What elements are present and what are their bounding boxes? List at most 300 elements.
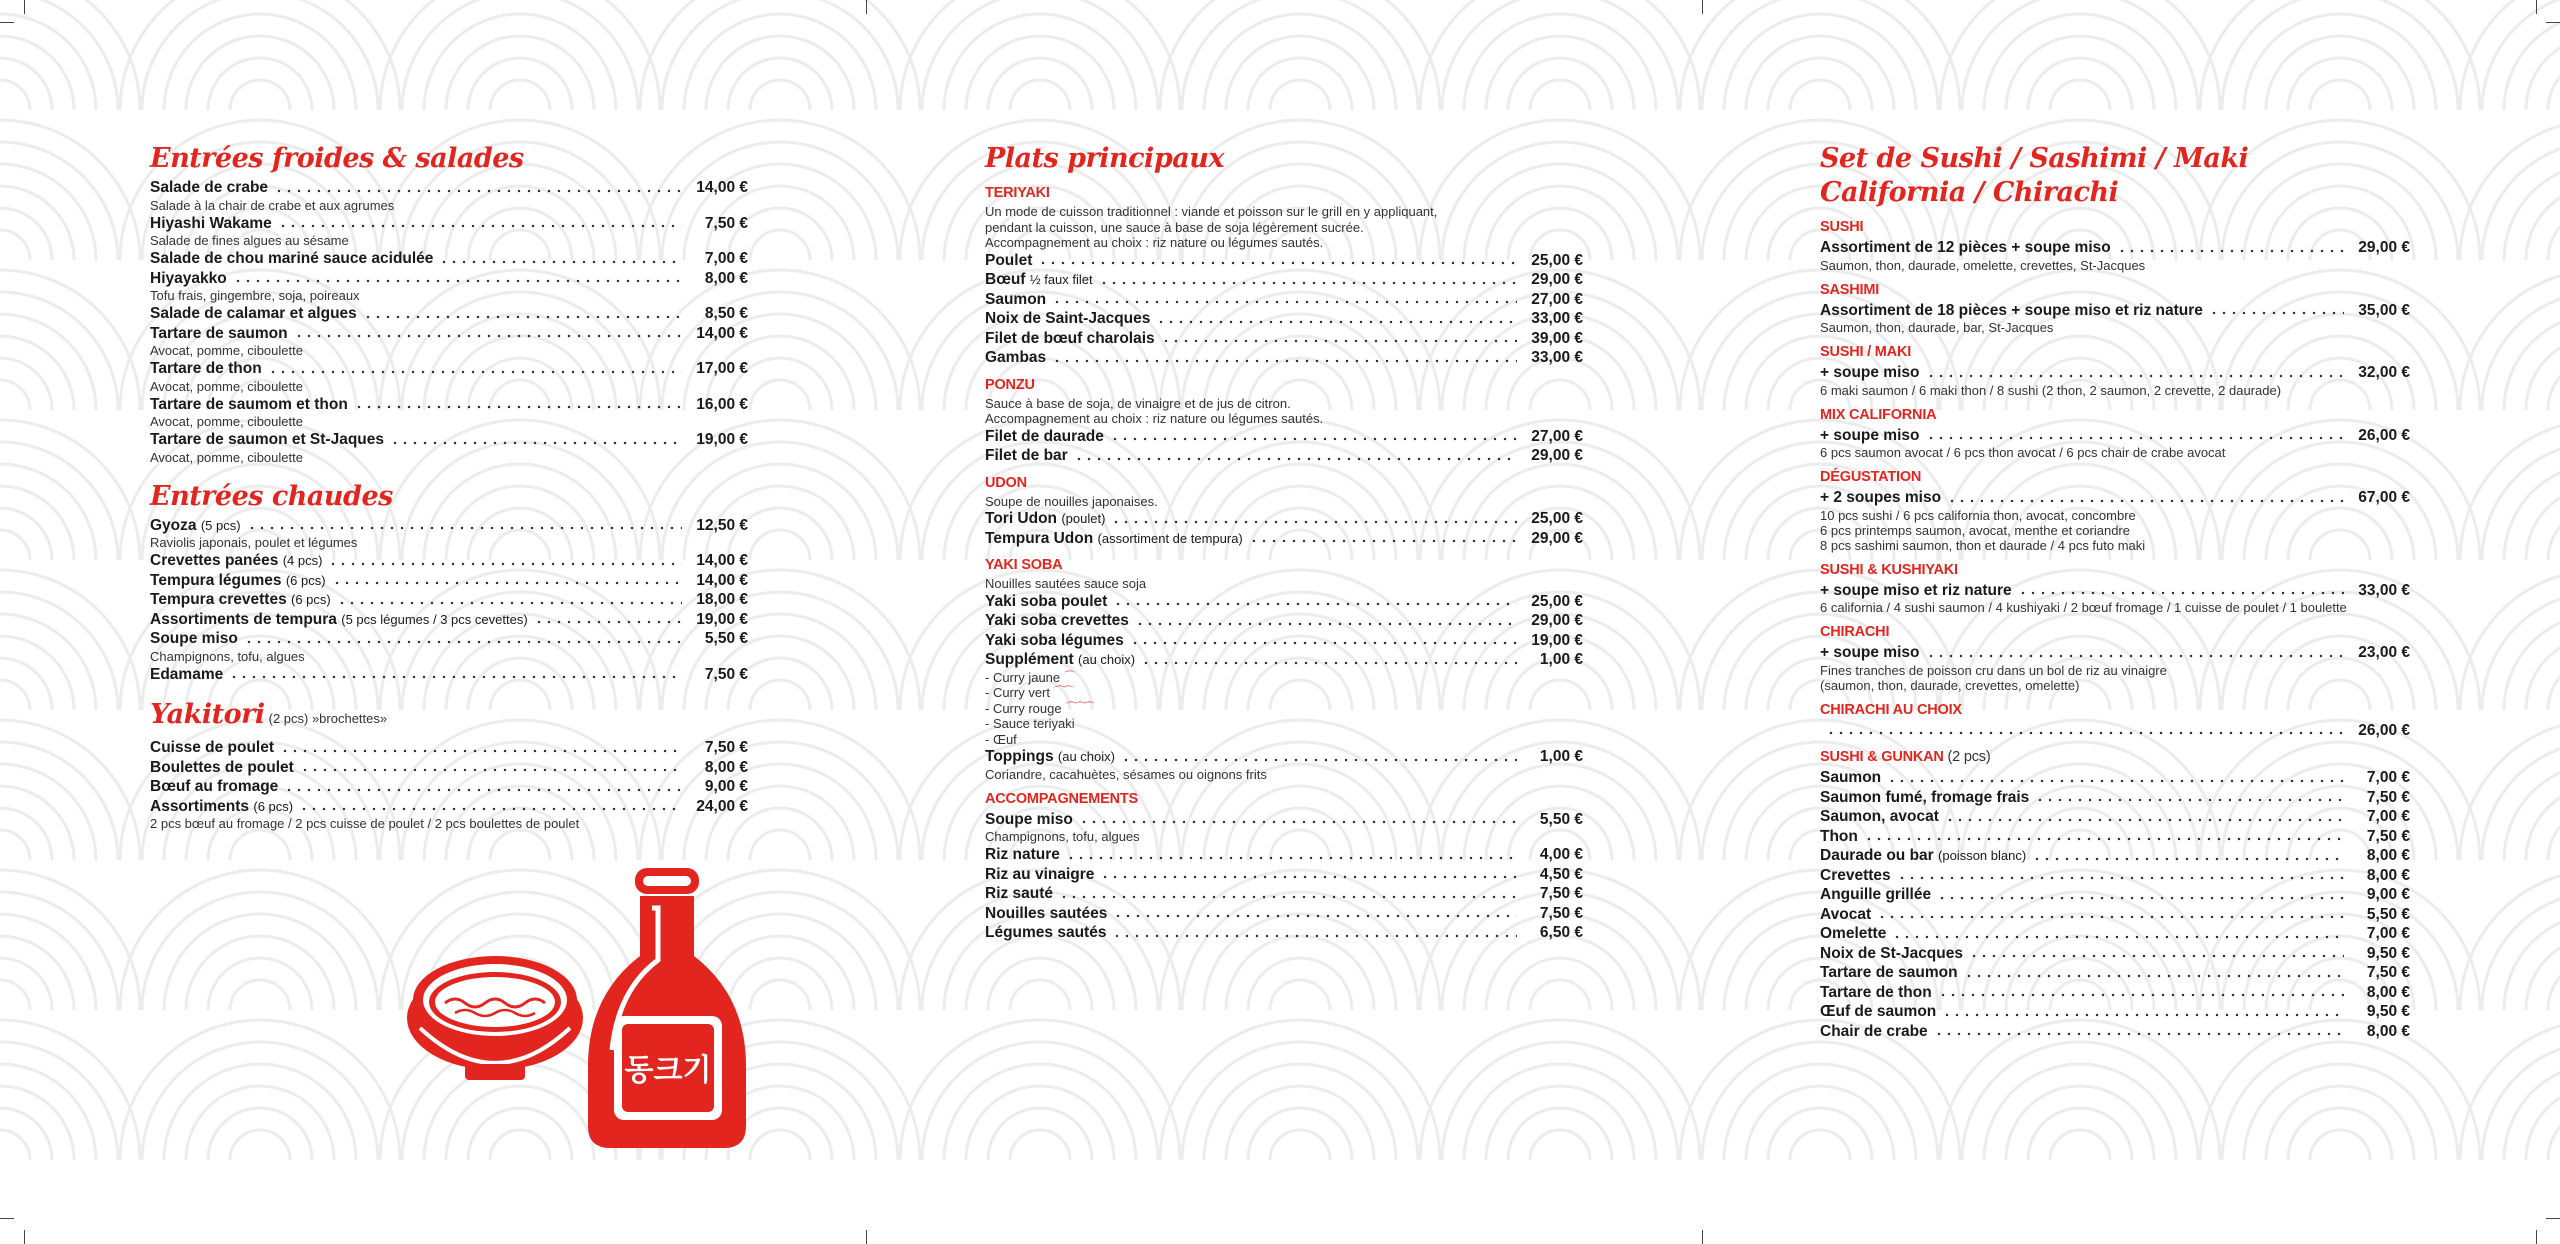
item-price: 33,00 € [2358,581,2410,599]
item-price: 7,00 € [2366,769,2410,786]
option-label: - Œuf [985,731,1017,747]
dot-leader [2032,857,2344,861]
section-title [985,142,1583,176]
item-name [985,509,1105,529]
item-price: 9,50 € [2366,944,2410,962]
item-name-text: Assortiments de tempura [150,610,337,628]
item-name [985,845,1060,865]
crop-mark [0,1218,14,1219]
item-name [1820,983,1932,1003]
dot-leader [328,562,682,566]
item-name [1820,924,1886,944]
menu-item [985,509,1583,529]
item-name-text: + soupe miso [1820,644,1920,661]
dot-leader [1942,1013,2344,1017]
dot-leader [1926,654,2345,658]
item-name-text: + soupe miso [1820,426,1920,444]
item-name [150,178,268,198]
dot-leader [1926,374,2345,378]
sub-section-title-text: SUSHI / MAKI [1820,344,1912,360]
crop-mark [866,0,867,14]
item-name-text: Saumon [1820,769,1882,786]
item-price: 33,00 € [1531,310,1583,327]
item-name-text: Légumes sautés [985,924,1107,941]
item-name [1820,1022,1928,1042]
item-name [985,650,1135,670]
dot-leader [354,405,682,409]
item-price: 25,00 € [1531,251,1583,269]
crop-mark [1702,0,1703,14]
menu-item [150,324,748,344]
item-note: (au choix) [1078,652,1136,667]
menu-item [150,665,748,685]
crop-mark [2536,0,2537,14]
menu-item [985,529,1583,549]
menu-item [1820,581,2410,601]
item-name-text: Œuf de saumon [1820,1003,1937,1020]
item-name-text: Salade de calamar et algues [150,305,357,322]
sub-section-intro: Soupe de nouilles japonaises. [985,493,1158,509]
menu-column-left [150,142,748,832]
dot-leader [229,675,682,679]
item-price: 24,00 € [696,797,748,815]
item-name-text: Noix de Saint-Jacques [985,310,1151,327]
menu-item [1820,963,2410,983]
item-note: ½ faux filet [1029,272,1093,287]
item-price: 14,00 € [696,571,748,589]
item-name [150,359,262,379]
dot-leader [1897,876,2344,880]
menu-item [1820,846,2410,866]
menu-column-right [1820,142,2410,1041]
dot-leader [1110,437,1517,441]
dot-leader [2117,249,2344,253]
menu-item [985,923,1583,943]
item-price: 29,00 € [1531,271,1583,288]
spacer [150,684,748,698]
menu-item [985,290,1583,310]
item-note: (au choix) [1057,749,1115,764]
item-name-text: Edamame [150,665,224,683]
sub-section-title [1820,406,2410,424]
item-name [985,904,1107,924]
menu-item [150,738,748,758]
item-name-text: Bœuf au fromage [150,778,279,795]
item-price: 7,00 € [704,250,748,267]
item-name [985,611,1129,631]
section-title-text: Entrées chaudes [150,480,393,512]
item-price: 7,00 € [2366,925,2410,942]
dot-leader [1969,954,2344,958]
item-price: 32,00 € [2358,364,2410,381]
item-name-text: Bœuf [985,271,1026,288]
item-name [150,395,348,415]
menu-item [150,590,748,610]
item-name-text: Filet de bœuf charolais [985,329,1155,347]
item-description: Avocat, pomme, ciboulette [150,343,303,358]
item-price: 4,00 € [1539,846,1583,863]
item-name-text: Tempura Udon [985,529,1094,547]
menu-item [150,178,748,198]
dot-leader [337,601,682,605]
item-name-text: Soupe miso [985,810,1073,828]
dot-leader [300,768,682,772]
menu-item [1820,788,2410,808]
item-price: 14,00 € [696,552,748,569]
item-price: 1,00 € [1539,651,1583,668]
item-description: Champignons, tofu, algues [985,829,1140,844]
item-price: 19,00 € [1531,631,1583,649]
menu-item [150,610,748,630]
section-title [150,480,748,514]
dot-leader [2209,311,2344,315]
menu-item [150,430,748,450]
dot-leader [2035,798,2344,802]
item-name-text: Hiyayakko [150,269,227,287]
item-name [1820,944,1963,964]
dot-leader [1864,837,2344,841]
item-name [985,810,1073,830]
supplement-option [985,732,1583,748]
dot-leader [439,260,682,264]
menu-item [985,747,1583,767]
crop-mark [2546,1218,2560,1219]
item-description: Tofu frais, gingembre, soja, poireaux [150,288,360,303]
item-name [150,797,293,817]
item-description: Saumon, thon, daurade, bar, St-Jacques [1820,320,2054,335]
item-name-text: Nouilles sautées [985,904,1108,922]
item-name-text: Tempura légumes [150,571,282,589]
menu-item [1820,1022,2410,1042]
item-description: 6 maki saumon / 6 maki thon / 8 sushi (2 thon, 2 saumon, 2 crevette, 2 daurade) [1820,382,2282,398]
item-name [1820,1002,1936,1022]
item-name [1820,363,1920,383]
dot-leader [1826,731,2344,735]
option-label: - Curry jaune [985,669,1061,685]
item-name [985,251,1032,271]
item-price: 35,00 € [2358,301,2410,319]
supplement-option [985,701,1583,717]
menu-item [985,329,1583,349]
item-price: 8,50 € [704,305,748,322]
item-name-text: Yaki soba légumes [985,631,1124,649]
item-price: 4,50 € [1539,865,1583,883]
dot-leader [1121,758,1517,762]
item-name [150,629,238,649]
item-name-text: Soupe miso [150,630,238,647]
section-title [150,698,748,736]
item-price: 33,00 € [1531,349,1583,366]
item-name [985,329,1155,349]
item-price: 9,00 € [704,778,748,795]
section-title-text: Yakitori [150,699,265,730]
item-note: (6 pcs) [291,592,331,607]
sub-section-title-text: PONZU [985,376,1035,393]
item-name [150,738,274,758]
item-price: 7,50 € [704,665,748,683]
dot-leader [1038,261,1517,265]
item-price: 27,00 € [1531,427,1583,445]
item-name [150,214,272,234]
item-price: 8,00 € [2366,866,2410,884]
item-price: 7,50 € [704,214,748,232]
item-name [150,324,288,344]
item-name-text: + soupe miso [1820,364,1920,381]
item-name-text: Yaki soba poulet [985,592,1108,610]
menu-item [985,592,1583,612]
menu-item [1820,363,2410,383]
dot-leader [1934,1032,2344,1036]
dot-leader [280,749,682,753]
item-note: (poisson blanc) [1938,848,2027,863]
item-name [985,427,1104,447]
item-description: Avocat, pomme, ciboulette [150,449,303,465]
sub-section-title-text: SUSHI & GUNKAN [1820,749,1944,765]
sub-section-intro: Un mode de cuisson traditionnel : viande et poisson sur le grill en y appliquant, pendant la cuisson, une sauce à base de soja légèrement sucrée. Accompagnement au choix : riz nature ou légumes sautés. [985,204,1438,250]
sub-section-intro: Nouilles sautées sauce soja [985,576,1147,591]
dot-leader [1161,339,1517,343]
item-description: Avocat, pomme, ciboulette [150,414,303,429]
item-name [985,631,1124,651]
item-name [985,270,1093,290]
item-name-text: Tartare de saumon [1820,964,1958,981]
item-price: 7,50 € [1539,885,1583,902]
sub-section-title [1820,561,2410,579]
item-name [1820,807,1939,827]
supplement-option [985,716,1583,732]
bowl-icon [407,956,583,1080]
item-price: 7,50 € [2366,788,2410,806]
menu-item [1820,1002,2410,1022]
dot-leader [1052,359,1517,363]
item-name-text: Tartare de thon [1820,983,1932,1001]
supplement-option [985,670,1583,686]
item-name [150,758,294,778]
item-price: 19,00 € [696,431,748,448]
item-name-text: Daurade ou bar [1820,847,1934,864]
dot-leader [244,640,682,644]
item-note: (assortiment de tempura) [1097,530,1243,546]
menu-item [1820,924,2410,944]
dot-leader [247,526,682,530]
item-name-text: Assortiments [150,797,250,815]
sub-section-title [1820,218,2410,236]
dot-leader [1113,914,1517,918]
dot-leader [363,315,682,319]
item-price: 5,50 € [2366,905,2410,923]
sub-section-title [1820,343,2410,361]
item-price: 25,00 € [1531,592,1583,610]
item-name [985,865,1094,885]
item-description: Salade à la chair de crabe et aux agrumes [150,197,395,213]
item-name [150,269,227,289]
item-name-text: + soupe miso et riz nature [1820,581,2012,599]
menu-item [150,359,748,379]
dot-leader [1156,320,1517,324]
item-price: 29,00 € [1531,447,1583,464]
item-price: 7,00 € [2366,808,2410,825]
item-price: 18,00 € [696,591,748,608]
menu-item [1820,643,2410,663]
item-price: 16,00 € [696,395,748,413]
item-name-text: Anguille grillée [1820,886,1932,903]
item-name [150,516,241,536]
item-price: 8,00 € [704,758,748,776]
item-price: 5,50 € [704,630,748,647]
sub-section-title [985,184,1583,202]
sub-section-intro: Sauce à base de soja, de vinaigre et de jus de citron. Accompagnement au choix : riz nature ou légumes sautés. [985,395,1324,426]
item-price: 9,00 € [2366,886,2410,903]
menu-item [985,251,1583,271]
item-name [150,665,223,685]
item-name [1820,963,1958,983]
item-name-text: Tartare de thon [150,360,262,377]
menu-item [985,348,1583,368]
dot-leader [1877,915,2344,919]
dot-leader [1099,281,1517,285]
menu-item [150,629,748,649]
item-name-text: Yaki soba crevettes [985,612,1129,629]
item-description: Champignons, tofu, algues [150,648,305,664]
item-price: 7,50 € [704,739,748,756]
item-name [150,777,278,797]
dot-leader [1130,641,1517,645]
item-price: 8,00 € [2366,983,2410,1001]
item-name [1820,885,1931,905]
item-name [985,923,1106,943]
item-price: 8,00 € [2366,847,2410,864]
menu-item [985,270,1583,290]
item-price: 1,00 € [1539,748,1583,765]
sub-section-title [985,474,1583,492]
item-price: 29,00 € [1531,612,1583,629]
item-price: 23,00 € [2358,644,2410,661]
sub-section-title-text: YAKI SOBA [985,557,1063,573]
item-price: 39,00 € [1531,329,1583,347]
section-title [1820,142,2410,210]
section-title [150,142,748,176]
menu-item [985,845,1583,865]
item-name-text: Gambas [985,349,1047,366]
dot-leader [1100,875,1517,879]
item-description: 10 pcs sushi / 6 pcs california thon, avocat, concombre 6 pcs printemps saumon, avocat, menthe et coriandre 8 pcs sashimi saumon, thon et daurade / 4 pcs futo maki [1820,507,2146,553]
item-name-text: Saumon fumé, fromage frais [1820,788,2030,806]
sub-section-title [1820,468,2410,486]
menu-item [985,611,1583,631]
item-name [985,592,1107,612]
dot-leader [299,807,682,811]
sub-section-title [1820,281,2410,299]
item-name [985,884,1053,904]
item-description: 2 pcs bœuf au fromage / 2 pcs cuisse de poulet / 2 pcs boulettes de poulet [150,816,580,831]
item-name [1820,488,1941,508]
crop-mark [2536,1230,2537,1244]
menu-item [985,631,1583,651]
menu-item [1820,983,2410,1003]
item-price: 29,00 € [1531,529,1583,547]
item-price: 29,00 € [2358,239,2410,256]
menu-item [150,214,748,234]
menu-item [985,446,1583,466]
menu-item [985,427,1583,447]
item-description: Salade de fines algues au sésame [150,233,349,248]
menu-item [985,865,1583,885]
item-name [985,290,1046,310]
item-name [985,309,1150,329]
item-price: 25,00 € [1531,510,1583,527]
item-name-text: Riz sauté [985,885,1054,902]
item-name [1820,581,2012,601]
menu-item [985,650,1583,670]
crop-mark [866,1230,867,1244]
dot-leader [1135,622,1517,626]
menu-item [1820,721,2410,741]
dot-leader [1937,896,2344,900]
sub-section-title [985,556,1583,574]
item-name [150,304,357,324]
item-name [1820,238,2111,258]
menu-item [150,304,748,324]
dot-leader [2018,591,2344,595]
dot-leader [294,334,682,338]
item-name-text: Saumon, avocat [1820,808,1939,825]
item-name [150,571,326,591]
item-name [1820,768,1881,788]
dot-leader [1052,300,1517,304]
item-name-text: Crevettes [1820,866,1891,884]
sub-section-title [1820,623,2410,641]
option-label: - Curry rouge [985,700,1062,716]
dot-leader [1947,499,2344,503]
crop-mark [24,1230,25,1244]
dot-leader [534,620,682,624]
dot-leader [284,788,682,792]
item-name-text: Thon [1820,827,1858,845]
menu-item [1820,301,2410,321]
item-name-text: Hiyashi Wakame [150,214,272,232]
item-name [150,610,528,630]
dot-leader [332,581,682,585]
item-note: (poulet) [1061,511,1106,526]
item-name-text: Avocat [1820,905,1872,923]
item-name-text: Saumon [985,290,1047,308]
item-price: 12,50 € [696,516,748,534]
dot-leader [1964,974,2344,978]
item-name-text: Tori Udon [985,510,1058,527]
item-price: 14,00 € [696,179,748,196]
menu-item [1820,807,2410,827]
crop-mark [2546,22,2560,23]
menu-item [150,797,748,817]
item-price: 8,00 € [2366,1022,2410,1040]
crop-mark [0,22,14,23]
option-label: - Sauce teriyaki [985,716,1075,731]
item-name-text: Tartare de saumom et thon [150,395,348,413]
dot-leader [1249,539,1517,543]
menu-item [150,249,748,269]
item-name [985,446,1068,466]
section-title-text: Entrées froides & salades [150,143,524,174]
item-name-text: + 2 soupes miso [1820,489,1942,506]
item-name-text: Gyoza [150,516,197,534]
item-name [150,430,384,450]
item-name [1820,426,1920,446]
item-price: 9,50 € [2366,1003,2410,1020]
dot-leader [278,224,682,228]
sub-section-title [1820,701,2410,719]
item-price: 17,00 € [696,360,748,377]
item-description: Avocat, pomme, ciboulette [150,378,303,394]
